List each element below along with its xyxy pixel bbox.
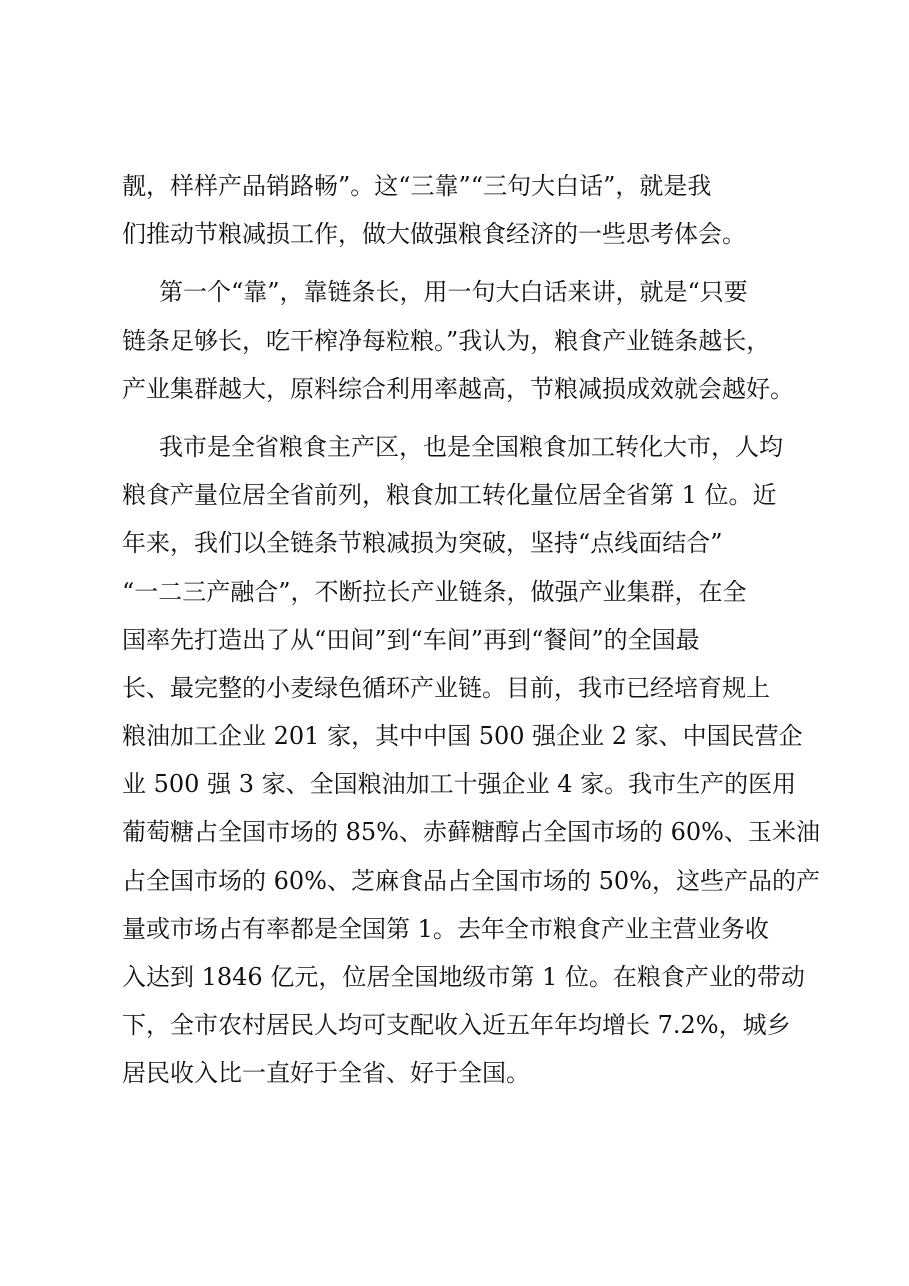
paragraph-line: 葡萄糖占全国市场的 85%、赤藓糖醇占全国市场的 60%、玉米油 [122, 818, 820, 847]
paragraph-line: 第一个“靠”，靠链条长，用一句大白话来讲，就是“只要 [159, 278, 748, 307]
paragraph-3 [122, 423, 820, 1098]
paragraph-line: 粮油加工企业 201 家，其中中国 500 强企业 2 家、中国民营企 [122, 722, 803, 751]
paragraph-line: 下，全市农村居民人均可支配收入近五年年均增长 7.2%，城乡 [122, 1011, 791, 1040]
paragraph-line: 长、最完整的小麦绿色循环产业链。目前，我市已经培育规上 [122, 673, 770, 702]
paragraph-2 [122, 268, 802, 413]
paragraph-line: 粮食产量位居全省前列，粮食加工转化量位居全省第 1 位。近 [122, 481, 777, 510]
paragraph-line: 产业集群越大，原料综合利用率越高，节粮减损成效就会越好。 [122, 374, 794, 403]
paragraph-line: 们推动节粮减损工作，做大做强粮食经济的一些思考体会。 [122, 220, 746, 249]
paragraph-line: 居民收入比一直好于全省、好于全国。 [122, 1059, 530, 1088]
paragraph-line: 占全国市场的 60%、芝麻食品占全国市场的 50%，这些产品的产 [122, 866, 820, 895]
paragraph-1 [122, 162, 802, 258]
paragraph-line: 我市是全省粮食主产区，也是全国粮食加工转化大市，人均 [159, 432, 783, 461]
paragraph-line: 入达到 1846 亿元，位居全国地级市第 1 位。在粮食产业的带动 [122, 963, 805, 991]
paragraph-line: 链条足够长，吃干榨净每粒粮。”我认为，粮食产业链条越长， [122, 326, 771, 355]
paragraph-line: “一二三产融合”，不断拉长产业链条，做强产业集群，在全 [122, 577, 747, 606]
paragraph-line: 年来，我们以全链条节粮减损为突破，坚持“点线面结合” [122, 529, 723, 558]
document-body [122, 162, 820, 1098]
paragraph-line: 业 500 强 3 家、全国粮油加工十强企业 4 家。我市生产的医用 [122, 770, 797, 799]
paragraph-line: 量或市场占有率都是全国第 1。去年全市粮食产业主营业务收 [122, 914, 769, 943]
paragraph-line: 靓，样样产品销路畅”。这“三靠”“三句大白话”，就是我 [122, 172, 712, 200]
paragraph-line: 国率先打造出了从“田间”到“车间”再到“餐间”的全国最 [122, 625, 700, 654]
